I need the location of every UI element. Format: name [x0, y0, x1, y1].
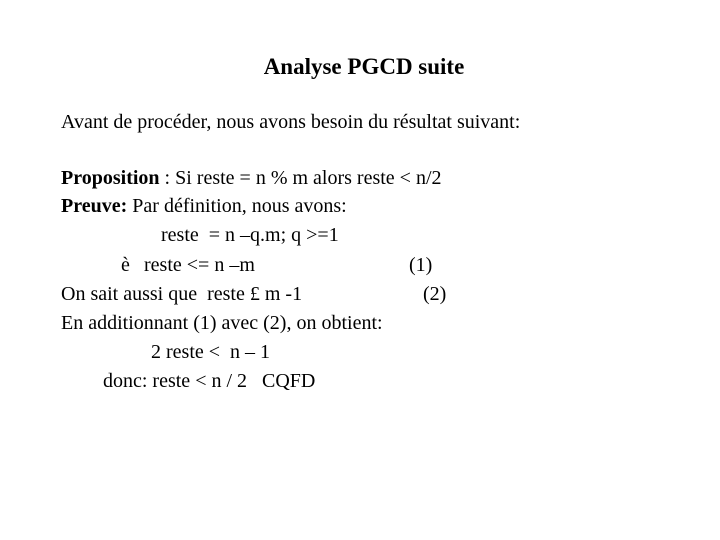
result-line: 2 reste < n – 1	[151, 341, 271, 363]
implication-arrow: è	[121, 254, 130, 276]
proposition-label: Proposition	[61, 167, 160, 189]
equation-ref-1: (1)	[409, 254, 433, 276]
proposition-text: : Si reste = n % m alors reste < n/2	[159, 167, 442, 189]
conclusion-line: donc: reste < n / 2 CQFD	[103, 370, 316, 392]
also-line: On sait aussi que reste £ m -1	[61, 283, 303, 305]
equation-ref-2: (2)	[423, 283, 447, 305]
adding-line: En additionnant (1) avec (2), on obtient:	[61, 312, 383, 334]
proof-line	[61, 193, 347, 219]
definition-line: reste = n –q.m; q >=1	[161, 224, 339, 246]
proposition-line	[61, 165, 442, 191]
intro-text: Avant de procéder, nous avons besoin du résultat suivant:	[61, 111, 521, 133]
slide-title: Analyse PGCD suite	[263, 54, 465, 79]
proof-label: Preuve:	[61, 195, 128, 217]
proof-text: Par définition, nous avons:	[127, 195, 347, 217]
implication-text: reste <= n –m	[144, 254, 255, 276]
